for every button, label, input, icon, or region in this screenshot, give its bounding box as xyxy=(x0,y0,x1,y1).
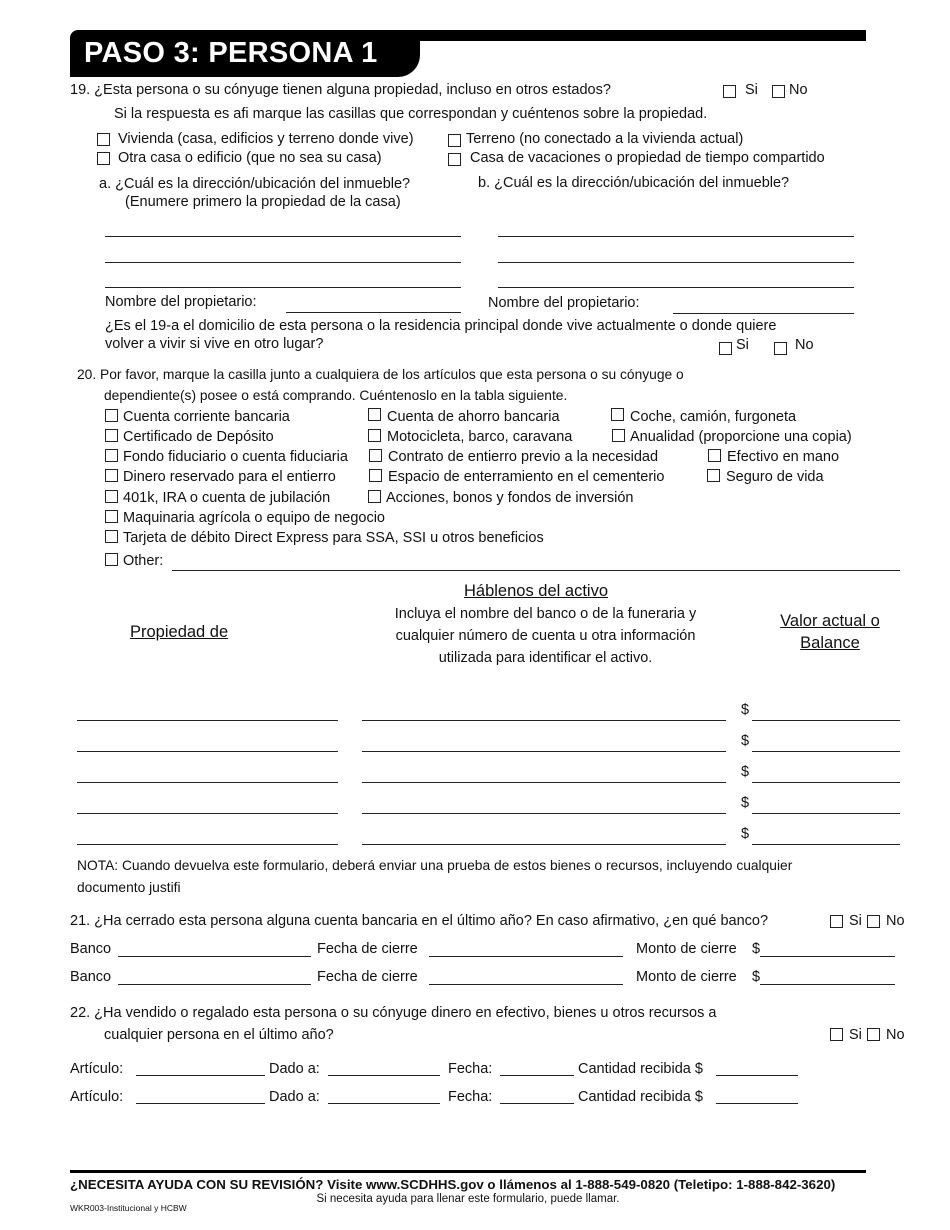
q20-item-checkbox[interactable] xyxy=(368,490,381,503)
table-cell-asset[interactable] xyxy=(362,813,726,814)
note-text: NOTA: Cuando devuelva este formulario, deberá enviar una prueba de estos bienes o recursos, incluyendo cualquier xyxy=(77,858,793,873)
q19-option-label: Terreno (no conectado a la vivienda actual) xyxy=(466,131,744,147)
table-cell-owner[interactable] xyxy=(77,844,338,845)
q22-given-to-line[interactable] xyxy=(328,1075,440,1076)
q20-item-label: Espacio de enterramiento en el cementerio xyxy=(388,469,665,485)
q22-given-to-label: Dado a: xyxy=(269,1089,320,1105)
q19-question: 19. ¿Esta persona o su cónyuge tienen alguna propiedad, incluso en otros estados? xyxy=(70,82,611,98)
q21-yes-checkbox[interactable] xyxy=(830,915,843,928)
q20-item-checkbox[interactable] xyxy=(105,490,118,503)
q20-item-label: Maquinaria agrícola o equipo de negocio xyxy=(123,510,385,526)
q22-amount-line[interactable] xyxy=(716,1103,798,1104)
q19a-owner-line[interactable] xyxy=(286,312,461,313)
q22-amount-label: Cantidad recibida $ xyxy=(578,1089,703,1105)
q20-other-line[interactable] xyxy=(172,570,900,571)
table-cell-asset[interactable] xyxy=(362,782,726,783)
q21-close-amount-line[interactable] xyxy=(760,956,895,957)
q19-option-checkbox[interactable] xyxy=(448,153,461,166)
q20-item-checkbox[interactable] xyxy=(105,409,118,422)
q19a-label: a. ¿Cuál es la dirección/ubicación del inmueble? xyxy=(99,176,411,192)
q20-item-label: Cuenta de ahorro bancaria xyxy=(387,409,560,425)
q20-item-label: Coche, camión, furgoneta xyxy=(630,409,797,425)
q19-instruction: Si la respuesta es afi marque las casillas que correspondan y cuéntenos sobre la propiedad. xyxy=(114,106,708,122)
table-cell-owner[interactable] xyxy=(77,813,338,814)
q20-item-label: Seguro de vida xyxy=(726,469,824,485)
q19-home-yes-label: Si xyxy=(736,337,749,353)
table-cell-value[interactable] xyxy=(752,782,900,783)
q19b-address-line[interactable] xyxy=(498,287,854,288)
q22-item-line[interactable] xyxy=(136,1075,265,1076)
q22-yes-label: Si xyxy=(849,1027,862,1043)
q19-option-checkbox[interactable] xyxy=(97,152,110,165)
header-bar xyxy=(400,30,866,41)
q19b-owner-label: Nombre del propietario: xyxy=(488,295,640,311)
q21-bank-label: Banco xyxy=(70,969,112,985)
q21-close-amount-line[interactable] xyxy=(760,984,895,985)
q22-question: 22. ¿Ha vendido o regalado esta persona o su cónyuge dinero en efectivo, bienes u otros recursos a xyxy=(70,1005,717,1021)
q20-item-checkbox[interactable] xyxy=(105,429,118,442)
q21-close-date-label: Fecha de cierre xyxy=(317,969,418,985)
table-cell-asset[interactable] xyxy=(362,720,726,721)
table-currency: $ xyxy=(741,702,750,718)
table-cell-asset[interactable] xyxy=(362,751,726,752)
q22-no-checkbox[interactable] xyxy=(867,1028,880,1041)
q20-item-label: Contrato de entierro previo a la necesidad xyxy=(388,449,659,465)
q20-item-label: Cuenta corriente bancaria xyxy=(123,409,290,425)
q19-home-no-label: No xyxy=(795,337,814,353)
q20-item-checkbox[interactable] xyxy=(368,408,381,421)
q20-item-checkbox[interactable] xyxy=(707,469,720,482)
q19a-sublabel: (Enumere primero la propiedad de la casa) xyxy=(125,194,401,210)
q19-option-checkbox[interactable] xyxy=(97,133,110,146)
table-cell-owner[interactable] xyxy=(77,751,338,752)
q19-no-label: No xyxy=(789,82,808,98)
q20-item-checkbox[interactable] xyxy=(105,510,118,523)
q21-close-amount-label: Monto de cierre xyxy=(636,969,737,985)
table-cell-value[interactable] xyxy=(752,720,900,721)
table-currency: $ xyxy=(741,826,750,842)
q20-item-label: Certificado de Depósito xyxy=(123,429,274,445)
table-col1-header: Propiedad de xyxy=(130,623,229,641)
q19a-address-line[interactable] xyxy=(105,262,461,263)
table-col3-header-cont: Balance xyxy=(800,634,860,652)
footer-rule xyxy=(70,1170,866,1173)
q20-item-label: 401k, IRA o cuenta de jubilación xyxy=(123,490,331,506)
q20-item-checkbox[interactable] xyxy=(105,469,118,482)
q22-item-line[interactable] xyxy=(136,1103,265,1104)
q21-no-label: No xyxy=(886,913,905,929)
q22-date-line[interactable] xyxy=(500,1103,574,1104)
q20-item-checkbox[interactable] xyxy=(369,449,382,462)
table-currency: $ xyxy=(741,764,750,780)
q21-close-date-label: Fecha de cierre xyxy=(317,941,418,957)
q20-other-checkbox[interactable] xyxy=(105,553,118,566)
q19-yes-label: Si xyxy=(745,82,758,98)
q20-item-label: Motocicleta, barco, caravana xyxy=(387,429,573,445)
q19-option-checkbox[interactable] xyxy=(448,134,461,147)
q20-item-label: Anualidad (proporcione una copia) xyxy=(630,429,852,445)
q20-item-label: Dinero reservado para el entierro xyxy=(123,469,336,485)
q19-option-label: Otra casa o edificio (que no sea su casa) xyxy=(118,150,382,166)
q21-bank-line[interactable] xyxy=(118,984,311,985)
q19-home-question: ¿Es el 19-a el domicilio de esta persona o la residencia principal donde vive actualmente o donde quiere xyxy=(105,318,777,334)
q21-bank-line[interactable] xyxy=(118,956,311,957)
q22-date-line[interactable] xyxy=(500,1075,574,1076)
q20-item-checkbox[interactable] xyxy=(105,449,118,462)
q22-given-to-label: Dado a: xyxy=(269,1061,320,1077)
q21-close-date-line[interactable] xyxy=(429,956,623,957)
q20-item-checkbox[interactable] xyxy=(612,429,625,442)
table-cell-owner[interactable] xyxy=(77,782,338,783)
q19-home-question-cont: volver a vivir si vive en otro lugar? xyxy=(105,336,324,352)
q19-home-no-checkbox[interactable] xyxy=(774,342,787,355)
q19b-address-line[interactable] xyxy=(498,262,854,263)
q20-item-label: Fondo fiduciario o cuenta fiduciaria xyxy=(123,449,348,465)
q22-no-label: No xyxy=(886,1027,905,1043)
q20-item-checkbox[interactable] xyxy=(611,408,624,421)
page-title: PASO 3: PERSONA 1 xyxy=(84,37,378,69)
footer-subtext: Si necesita ayuda para llenar este formulario, puede llamar. xyxy=(316,1193,620,1205)
q20-item-label: Acciones, bonos y fondos de inversión xyxy=(386,490,634,506)
note-text-cont: documento justifi xyxy=(77,880,181,895)
q19-option-label: Casa de vacaciones o propiedad de tiempo compartido xyxy=(470,150,825,166)
q19b-address-line[interactable] xyxy=(498,236,854,237)
q21-close-date-line[interactable] xyxy=(429,984,623,985)
q20-item-checkbox[interactable] xyxy=(369,469,382,482)
form-code: WKR003-Institucional y HCBW xyxy=(70,1203,187,1213)
q20-question: 20. Por favor, marque la casilla junto a cualquiera de los artículos que esta persona o su cónyuge o xyxy=(77,367,684,382)
table-col3-header: Valor actual o xyxy=(780,612,880,630)
table-cell-asset[interactable] xyxy=(362,844,726,845)
q19-no-checkbox[interactable] xyxy=(772,85,785,98)
q21-question: 21. ¿Ha cerrado esta persona alguna cuenta bancaria en el último año? En caso afirmativo, ¿en qué banco? xyxy=(70,913,769,929)
table-cell-value[interactable] xyxy=(752,751,900,752)
q19-yes-checkbox[interactable] xyxy=(723,85,736,98)
q19-option-label: Vivienda (casa, edificios y terreno donde vive) xyxy=(118,131,414,147)
q22-amount-label: Cantidad recibida $ xyxy=(578,1061,703,1077)
q19a-address-line[interactable] xyxy=(105,287,461,288)
q21-currency: $ xyxy=(752,969,761,985)
q22-item-label: Artículo: xyxy=(70,1061,124,1077)
table-currency: $ xyxy=(741,733,750,749)
q19b-label: b. ¿Cuál es la dirección/ubicación del inmueble? xyxy=(478,175,790,191)
q22-amount-line[interactable] xyxy=(716,1075,798,1076)
q21-bank-label: Banco xyxy=(70,941,112,957)
q20-item-checkbox[interactable] xyxy=(708,449,721,462)
q19a-owner-label: Nombre del propietario: xyxy=(105,294,257,310)
q20-question-cont: dependiente(s) posee o está comprando. Cuéntenoslo en la tabla siguiente. xyxy=(104,388,568,403)
table-col2-title: Háblenos del activo xyxy=(464,582,609,600)
q21-no-checkbox[interactable] xyxy=(867,915,880,928)
q20-item-checkbox[interactable] xyxy=(105,530,118,543)
table-cell-value[interactable] xyxy=(752,813,900,814)
q21-currency: $ xyxy=(752,941,761,957)
q22-given-to-line[interactable] xyxy=(328,1103,440,1104)
q21-yes-label: Si xyxy=(849,913,862,929)
q20-other-label: Other: xyxy=(123,553,164,569)
q22-question-cont: cualquier persona en el último año? xyxy=(104,1027,334,1043)
q19b-owner-line[interactable] xyxy=(673,313,854,314)
q20-item-checkbox[interactable] xyxy=(368,429,381,442)
q21-close-amount-label: Monto de cierre xyxy=(636,941,737,957)
q22-yes-checkbox[interactable] xyxy=(830,1028,843,1041)
table-currency: $ xyxy=(741,795,750,811)
q22-date-label: Fecha: xyxy=(448,1061,493,1077)
footer-help: ¿NECESITA AYUDA CON SU REVISIÓN? Visite www.SCDHHS.gov o llámenos al 1-888-549-0820 (Teletipo: 1-888-842-3620) xyxy=(70,1177,836,1192)
table-col2-desc: Incluya el nombre del banco o de la funeraria y cualquier número de cuenta u otra información utilizada para identificar el activo. xyxy=(394,606,697,666)
table-cell-owner[interactable] xyxy=(77,720,338,721)
q19a-address-line[interactable] xyxy=(105,236,461,237)
table-cell-value[interactable] xyxy=(752,844,900,845)
q19-home-yes-checkbox[interactable] xyxy=(719,342,732,355)
q22-item-label: Artículo: xyxy=(70,1089,124,1105)
q22-date-label: Fecha: xyxy=(448,1089,493,1105)
q20-item-label: Tarjeta de débito Direct Express para SSA, SSI u otros beneficios xyxy=(123,530,544,546)
q20-item-label: Efectivo en mano xyxy=(727,449,840,465)
